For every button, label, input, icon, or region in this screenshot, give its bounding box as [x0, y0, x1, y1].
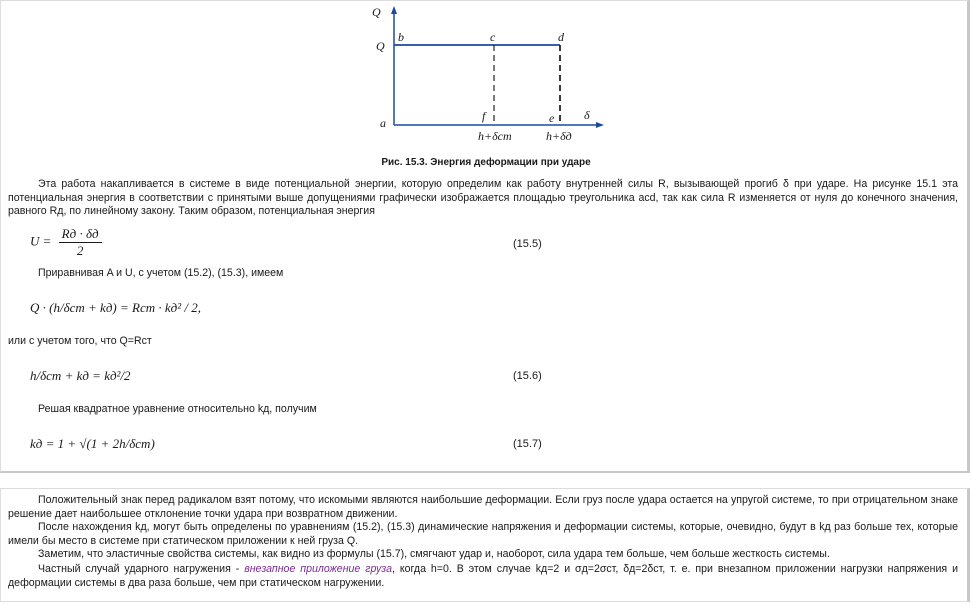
equation-number-15-7: (15.7) [513, 438, 542, 450]
para8-text-start: Частный случай ударного нагружения - [38, 563, 245, 575]
paragraph-4: Решая квадратное уравнение относительно kд, получим [38, 403, 317, 415]
para8-text-end: , когда h=0. В этом случае kд=2 и σд=2σст, δд=2δст, т. е. при внезапном приложении нагрузки напряжения и деформации системы в два раза больше, чем при статическом нагружении. [8, 563, 958, 589]
label-f: f [482, 109, 486, 123]
label-q: Q [376, 39, 385, 53]
eq155-denominator: 2 [76, 243, 84, 258]
tick-h-delta-st: h+δст [478, 129, 512, 143]
equation-intermediate: Q · (h/δст + kд) = Rст · kд² / 2, [30, 300, 201, 315]
paragraph-7: Заметим, что эластичные свойства системы, как видно из формулы (15.7), смягчают удар и, наоборот, сила удара тем больше, чем больше жесткость системы. [38, 548, 830, 560]
paragraph-3: или с учетом того, что Q=Rст [8, 335, 152, 347]
label-d: d [558, 30, 564, 44]
tick-h-delta-d: h+δд [546, 129, 572, 143]
label-c: c [490, 30, 496, 44]
energy-diagram [360, 0, 620, 150]
label-a: a [380, 116, 386, 130]
paragraph-6: После нахождения kд, могут быть определены по уравнениям (15.2), (15.3) динамические напряжения и деформации системы, которые, очевидно, будут в kд раз больше тех, которые имели бы место в системе при статическом приложении к ней груза Q. [8, 521, 958, 547]
sudden-load-link[interactable]: внезапное приложение груза [244, 563, 392, 575]
paragraph-8 [8, 563, 958, 590]
eq155-numerator: Rд · δд [59, 226, 102, 243]
delta-axis-arrow [596, 122, 604, 128]
equation-number-15-5: (15.5) [513, 238, 542, 250]
paragraph-2: Приравнивая A и U, с учетом (15.2), (15.3), имеем [38, 267, 284, 279]
label-axis-q: Q [372, 5, 381, 19]
label-b: b [398, 30, 404, 44]
eq155-lhs: U = [30, 233, 52, 249]
label-axis-delta: δ [584, 108, 590, 122]
figure-caption: Рис. 15.3. Энергия деформации при ударе [381, 157, 591, 168]
equation-15-6: h/δст + kд = kд²/2 [30, 368, 131, 383]
paragraph-1: Эта работа накапливается в системе в виде потенциальной энергии, которую определим как работу внутренней силы R, вызывающей прогиб δ при ударе. На рисунке 15.1 эта потенциальная энергия в соответствии с принятыми выше допущениями графически изображается площадью треугольника acd, так как сила R изменяется от нуля до конечного значения, равного Rд, по линейному закону. Таким образом, потенциальная энергия [8, 178, 958, 218]
equation-number-15-6: (15.6) [513, 370, 542, 382]
label-e: e [549, 111, 555, 125]
paragraph-5: Положительный знак перед радикалом взят потому, что искомыми являются наибольшие деформации. Если груз после удара остается на упругой системе, то при отрицательном знаке решение дает наибольшее отклонение точки удара при возвратном движении. [8, 494, 958, 520]
q-axis-arrow [391, 6, 397, 14]
equation-15-7: kд = 1 + √(1 + 2h/δст) [30, 436, 155, 451]
equation-15-5 [30, 226, 102, 259]
